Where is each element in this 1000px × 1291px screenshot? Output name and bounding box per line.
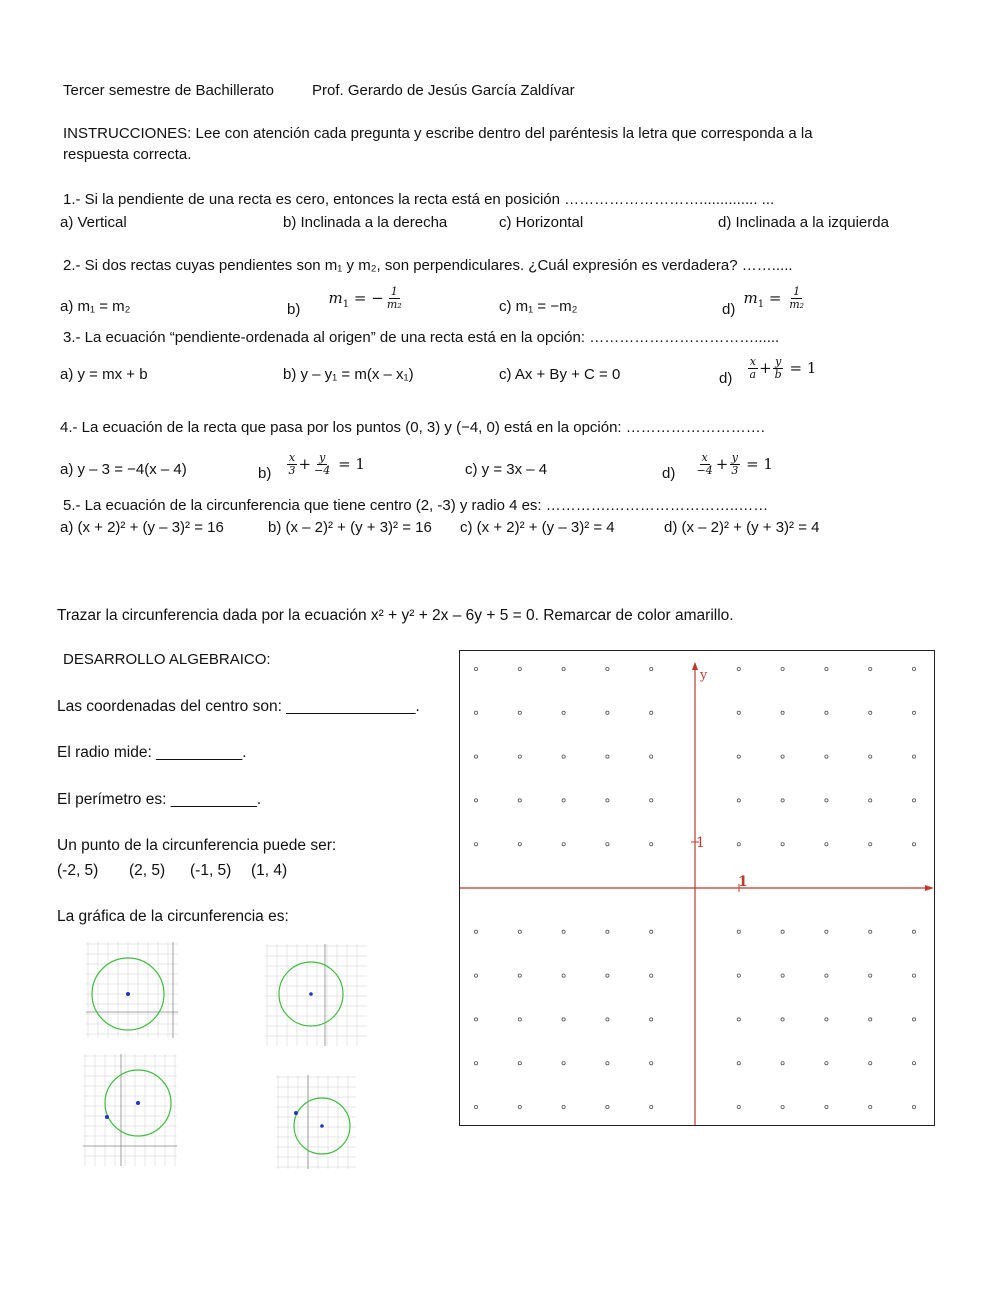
q1-option-c: c) Horizontal: [499, 214, 584, 231]
grid-dot: [825, 930, 828, 933]
grid-dot: [869, 930, 872, 933]
thumb1-center: [126, 992, 130, 996]
grid-dot: [518, 974, 521, 977]
grid-dot: [474, 843, 477, 846]
trace-instruction: Trazar la circunferencia dada por la ecuación x² + y² + 2x – 6y + 5 = 0. Remarcar de color amarillo.: [57, 607, 734, 624]
grid-dot: [650, 667, 653, 670]
grid-dot: [518, 755, 521, 758]
grid-dot: [869, 1105, 872, 1108]
grid-dot: [562, 1018, 565, 1021]
q4-b-label: b): [258, 464, 272, 482]
grid-dot: [869, 974, 872, 977]
grid-dot: [869, 755, 872, 758]
y-axis-arrow: [692, 662, 698, 670]
grid-dot: [825, 755, 828, 758]
grid-dot: [650, 1062, 653, 1065]
plot-grid[interactable]: [459, 650, 935, 1126]
q4-option-b: [258, 451, 365, 482]
grid-dot: [474, 755, 477, 758]
grid-dot: [912, 974, 915, 977]
header-course: Tercer semestre de Bachillerato: [63, 82, 274, 99]
grid-dot: [912, 667, 915, 670]
q3-d-label: d): [719, 369, 733, 387]
graph-option-4[interactable]: [276, 1075, 356, 1169]
grid-dot: [562, 843, 565, 846]
q1-option-d: d) Inclinada a la izquierda: [718, 214, 889, 231]
grid-dot: [518, 1018, 521, 1021]
q3-d-f1-den: a: [749, 368, 757, 381]
q2-option-d: [722, 285, 807, 318]
grid-dot: [474, 1062, 477, 1065]
q2-b-num: 1: [390, 285, 398, 298]
grid-dot: [562, 667, 565, 670]
q4-d-rhs: = 1: [746, 454, 773, 473]
grid-dot: [825, 1105, 828, 1108]
q4-b-rhs: = 1: [338, 454, 365, 473]
q3-d-frac2: [773, 356, 784, 381]
grid-dot: [825, 799, 828, 802]
grid-dot: [518, 711, 521, 714]
grid-dot: [474, 711, 477, 714]
header-teacher: Prof. Gerardo de Jesús García Zaldívar: [312, 82, 575, 99]
grid-dot: [869, 1018, 872, 1021]
grid-dot: [737, 1105, 740, 1108]
q3-option-a: a) y = mx + b: [60, 366, 148, 383]
q5-option-c: c) (x + 2)² + (y – 3)² = 4: [460, 519, 615, 536]
point-option-1: (-2, 5): [57, 862, 99, 879]
grid-dot: [606, 974, 609, 977]
grid-dot: [474, 1105, 477, 1108]
q4-b-frac1: [287, 452, 298, 477]
grid-dot: [869, 799, 872, 802]
grid-dot: [562, 711, 565, 714]
grid-dot: [912, 1062, 915, 1065]
q2-text: 2.- Si dos rectas cuyas pendientes son m₁ y m₂, son perpendiculares. ¿Cuál expresión es verdadera? …….....: [63, 257, 793, 274]
grid-dot: [825, 1018, 828, 1021]
q2-d-fraction: [787, 286, 806, 311]
grid-dot: [912, 843, 915, 846]
grid-dot: [562, 755, 565, 758]
instructions-line2: respuesta correcta.: [63, 146, 192, 163]
grid-dot: [650, 711, 653, 714]
grid-dot: [781, 667, 784, 670]
grid-dot: [912, 1018, 915, 1021]
q2-d-formula: [743, 285, 808, 311]
x-axis-arrow: [925, 885, 934, 891]
grid-dot: [562, 974, 565, 977]
grid-dot: [825, 711, 828, 714]
plot-grid-canvas: [460, 651, 934, 1125]
q1-text: 1.- Si la pendiente de una recta es cero, entonces la recta está en posición ……………………….............. ...: [63, 191, 775, 208]
grid-dot: [650, 930, 653, 933]
grid-dot: [606, 755, 609, 758]
q5-text: 5.- La ecuación de la circunferencia que tiene centro (2, -3) y radio 4 es: ………….……………………..……: [63, 497, 769, 514]
grid-dot: [912, 799, 915, 802]
q4-b-plus: +: [298, 454, 312, 473]
grid-dot: [606, 843, 609, 846]
thumb4-point: [294, 1111, 298, 1115]
grid-dot: [606, 1105, 609, 1108]
grid-dot: [737, 755, 740, 758]
grid-dot: [518, 843, 521, 846]
y-tick-label: 1: [696, 835, 705, 851]
grid-dot: [606, 1062, 609, 1065]
grid-dot: [562, 930, 565, 933]
grid-dot: [912, 711, 915, 714]
point-option-4: (1, 4): [251, 862, 288, 879]
grid-dot: [562, 1105, 565, 1108]
q3-d-plus: +: [759, 358, 772, 377]
q4-d-formula: [694, 451, 773, 477]
x-tick-label: 1: [738, 874, 748, 890]
q3-d-frac1: [748, 356, 759, 381]
grid-dot: [912, 1105, 915, 1108]
grid-dot: [474, 799, 477, 802]
grid-dot: [518, 799, 521, 802]
instructions-line1: INSTRUCCIONES: Lee con atención cada pregunta y escribe dentro del paréntesis la letra que corresponda a la: [63, 125, 813, 142]
grid-dot: [518, 1062, 521, 1065]
q4-b-formula: [286, 451, 365, 477]
y-axis-label: y: [700, 668, 708, 683]
grid-dot: [606, 667, 609, 670]
grid-dot: [825, 974, 828, 977]
graph-question: La gráfica de la circunferencia es:: [57, 908, 289, 925]
grid-dot: [606, 711, 609, 714]
grid-dot: [737, 1018, 740, 1021]
grid-dot: [737, 930, 740, 933]
q3-d-f2-num: y: [775, 355, 782, 368]
q2-b-label: b): [287, 300, 301, 318]
q3-d-f2-den: b: [774, 368, 782, 381]
q4-d-frac1: [695, 452, 715, 477]
grid-dot: [825, 667, 828, 670]
thumb3-center: [136, 1101, 140, 1105]
thumb4-grid: [276, 1075, 356, 1169]
grid-dot: [606, 930, 609, 933]
grid-dot: [912, 930, 915, 933]
q2-b-den: m₂: [386, 298, 402, 311]
thumb2-grid: [265, 944, 367, 1046]
q2-d-eq: =: [764, 288, 787, 307]
q2-b-sub: 1: [342, 298, 350, 310]
graph-option-1[interactable]: [86, 942, 178, 1038]
grid-dot: [518, 1105, 521, 1108]
grid-dot: [474, 930, 477, 933]
q4-text: 4.- La ecuación de la recta que pasa por los puntos (0, 3) y (−4, 0) está en la opción: ……………………….: [60, 419, 765, 436]
q4-b-f1-num: x: [288, 451, 296, 464]
q2-d-sub: 1: [757, 298, 765, 310]
thumb3-point: [105, 1115, 109, 1119]
development-title: DESARROLLO ALGEBRAICO:: [63, 651, 271, 668]
grid-dot: [825, 1062, 828, 1065]
q3-option-b: b) y – y₁ = m(x – x₁): [283, 366, 414, 383]
q2-d-num: 1: [793, 285, 801, 298]
grid-dot: [562, 799, 565, 802]
q2-b-formula: [328, 285, 405, 311]
point-question: Un punto de la circunferencia puede ser:: [57, 837, 337, 854]
perimeter-question: El perímetro es: __________.: [57, 791, 262, 808]
grid-dot: [781, 974, 784, 977]
q5-option-d: d) (x – 2)² + (y + 3)² = 4: [664, 519, 820, 536]
grid-dot: [781, 1062, 784, 1065]
grid-dot: [650, 799, 653, 802]
q4-b-frac2: [312, 452, 332, 477]
q2-option-c: c) m₁ = −m₂: [499, 298, 578, 315]
q2-d-label: d): [722, 300, 736, 318]
grid-dot: [650, 1105, 653, 1108]
thumb4-center: [320, 1124, 324, 1128]
q3-option-c: c) Ax + By + C = 0: [499, 366, 621, 383]
grid-dot: [474, 1018, 477, 1021]
grid-dot: [650, 974, 653, 977]
thumb2-center: [309, 992, 313, 996]
q4-d-frac2: [729, 452, 740, 477]
grid-dot: [737, 711, 740, 714]
grid-dot: [737, 799, 740, 802]
grid-dot: [606, 1018, 609, 1021]
grid-dot: [474, 974, 477, 977]
grid-dot: [781, 930, 784, 933]
q4-d-label: d): [662, 464, 676, 482]
grid-dot: [474, 667, 477, 670]
q3-d-formula: [747, 355, 817, 381]
q1-option-b: b) Inclinada a la derecha: [283, 214, 448, 231]
q2-d-den: m₂: [789, 298, 805, 311]
q4-b-f2-den: −4: [314, 464, 331, 477]
point-option-3: (-1, 5): [190, 862, 232, 879]
grid-dot: [737, 974, 740, 977]
q4-b-f2-num: y: [319, 451, 326, 464]
q4-d-f1-num: x: [701, 451, 708, 464]
graph-option-2[interactable]: [265, 944, 367, 1046]
radius-question: El radio mide: __________.: [57, 744, 247, 761]
grid-dot: [650, 755, 653, 758]
grid-dot: [781, 1105, 784, 1108]
grid-dot: [781, 1018, 784, 1021]
q2-b-fraction: [385, 286, 404, 311]
grid-dot: [781, 843, 784, 846]
grid-dot: [781, 799, 784, 802]
grid-dot: [518, 667, 521, 670]
q2-d-lhs: m: [743, 288, 758, 307]
q4-d-plus: +: [715, 454, 729, 473]
q2-option-b: [287, 285, 405, 318]
point-option-2: (2, 5): [129, 862, 166, 879]
q4-d-f2-num: y: [731, 451, 738, 464]
grid-dot: [650, 1018, 653, 1021]
grid-dot: [825, 843, 828, 846]
q4-b-f1-den: 3: [288, 464, 296, 477]
q3-option-d: [719, 355, 817, 387]
center-question: Las coordenadas del centro son: _______________.: [57, 698, 420, 715]
q4-d-f1-den: −4: [696, 464, 713, 477]
q4-option-a: a) y – 3 = −4(x – 4): [60, 461, 187, 478]
grid-dot: [912, 755, 915, 758]
grid-dot: [869, 711, 872, 714]
grid-dot: [781, 755, 784, 758]
q5-option-b: b) (x – 2)² + (y + 3)² = 16: [268, 519, 432, 536]
q3-text: 3.- La ecuación “pendiente-ordenada al origen” de una recta está en la opción: ……………………………......: [63, 329, 780, 346]
grid-dot: [562, 1062, 565, 1065]
grid-dot: [869, 667, 872, 670]
grid-dot: [737, 1062, 740, 1065]
q3-d-rhs: = 1: [789, 358, 817, 377]
q4-d-f2-den: 3: [731, 464, 739, 477]
grid-dot: [737, 667, 740, 670]
grid-dot: [869, 1062, 872, 1065]
q3-d-f1-num: x: [749, 355, 756, 368]
q2-b-eq: = −: [349, 288, 384, 307]
graph-option-3[interactable]: [83, 1054, 177, 1166]
grid-dot: [518, 930, 521, 933]
grid-dot: [650, 843, 653, 846]
q2-option-a: a) m₁ = m₂: [60, 298, 131, 315]
q2-b-lhs: m: [328, 288, 343, 307]
q4-option-d: [662, 451, 773, 482]
grid-dot: [781, 711, 784, 714]
q4-option-c: c) y = 3x – 4: [465, 461, 548, 478]
grid-dot: [606, 799, 609, 802]
grid-dot: [869, 843, 872, 846]
grid-dot: [737, 843, 740, 846]
q1-option-a: a) Vertical: [60, 214, 127, 231]
q5-option-a: a) (x + 2)² + (y – 3)² = 16: [60, 519, 224, 536]
